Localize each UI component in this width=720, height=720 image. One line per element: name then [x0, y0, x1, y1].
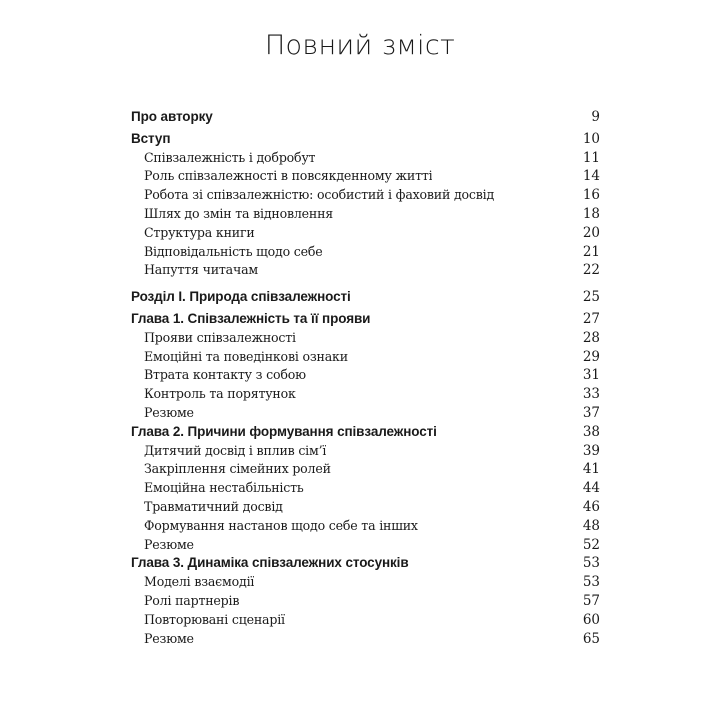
toc-entry-label: Вступ [131, 130, 171, 146]
toc-entry-label: Роль співзалежності в повсякденному житті [144, 168, 433, 184]
toc-subentry-row [131, 611, 600, 630]
toc-page-number: 46 [582, 498, 600, 515]
toc-entry-label: Резюме [144, 404, 194, 420]
toc-page-number: 53 [582, 574, 600, 591]
toc-subentry-row [131, 479, 600, 498]
toc-page-number: 18 [582, 205, 600, 222]
toc-entry-label: Дитячий досвід і вплив сім’ї [144, 442, 327, 458]
toc-entry-label: Моделі взаємодії [144, 574, 255, 590]
toc-entry-label: Втрата контакту з собою [144, 367, 306, 383]
toc-heading-row [131, 310, 600, 329]
toc-page-number: 57 [582, 592, 600, 609]
toc-subentry-row [131, 243, 600, 262]
toc-subentry-row [131, 261, 600, 280]
toc-entry-label: Структура книги [144, 224, 255, 240]
toc-page-number: 53 [582, 555, 600, 572]
toc-page-number: 33 [582, 386, 600, 403]
toc-subentry-row [131, 517, 600, 536]
toc-heading-row [131, 288, 600, 307]
toc-heading-row [131, 130, 600, 149]
toc-page-number: 28 [582, 329, 600, 346]
toc-entry-label: Про авторку [131, 109, 213, 124]
toc-page-number: 41 [582, 461, 600, 478]
toc-page-number: 29 [582, 348, 600, 365]
toc-entry-label: Емоційні та поведінкові ознаки [144, 348, 348, 364]
toc-subentry-row [131, 385, 600, 404]
toc-page-number: 52 [582, 536, 600, 553]
toc-page-number: 11 [582, 149, 600, 166]
toc-subentry-row [131, 366, 600, 385]
toc-entry-label: Відповідальність щодо себе [144, 243, 323, 259]
toc-subentry-row [131, 592, 600, 611]
toc-subentry-row [131, 573, 600, 592]
toc-subentry-row [131, 186, 600, 205]
toc-page-number: 9 [591, 109, 600, 125]
toc-subentry-row [131, 460, 600, 479]
toc-entry-label: Робота зі співзалежністю: особистий і фаховий досвід [144, 187, 495, 203]
page-title: Повний зміст [264, 30, 456, 61]
toc-entry-label: Травматичний досвід [144, 498, 283, 514]
toc-page-number: 22 [582, 262, 600, 279]
toc-heading-row [131, 554, 600, 573]
toc-page-number: 21 [582, 243, 600, 260]
toc-entry-label: Глава 1. Співзалежність та її прояви [131, 310, 371, 326]
toc-page-number: 39 [582, 442, 600, 459]
toc-entry-label: Глава 3. Динаміка співзалежних стосунків [131, 555, 409, 571]
toc-page-number: 38 [582, 423, 600, 440]
toc-subentry-row [131, 630, 600, 649]
toc-page-number: 48 [582, 517, 600, 534]
toc-entry-label: Розділ І. Природа співзалежності [131, 289, 351, 305]
toc-entry-label: Шлях до змін та відновлення [144, 205, 334, 221]
toc-entry-label: Резюме [144, 536, 194, 552]
toc-page-number: 31 [582, 367, 600, 384]
toc-page-number: 65 [582, 630, 600, 647]
toc-page-number: 25 [582, 289, 600, 306]
toc-heading-row [131, 108, 600, 127]
toc-entry-label: Прояви співзалежності [144, 329, 296, 345]
toc-entry-label: Глава 2. Причини формування співзалежності [131, 423, 437, 439]
toc-subentry-row [131, 149, 600, 168]
toc-page-number: 14 [582, 168, 600, 185]
toc-page-number: 16 [582, 187, 600, 204]
toc-entry-label: Співзалежність і добробут [144, 149, 316, 165]
toc-entry-label: Емоційна нестабільність [144, 480, 304, 496]
toc-page-number: 10 [582, 130, 600, 147]
toc-subentry-row [131, 536, 600, 555]
toc-subentry-row [131, 404, 600, 423]
toc-entry-label: Повторювані сценарії [144, 611, 285, 627]
table-of-contents [131, 108, 600, 648]
toc-entry-label: Резюме [144, 630, 194, 646]
toc-page-number: 37 [582, 404, 600, 421]
toc-heading-row [131, 423, 600, 442]
toc-entry-label: Формування настанов щодо себе та інших [144, 517, 418, 533]
toc-entry-label: Контроль та порятунок [144, 386, 296, 402]
toc-subentry-row [131, 442, 600, 461]
toc-page-number: 60 [582, 611, 600, 628]
toc-subentry-row [131, 167, 600, 186]
toc-subentry-row [131, 205, 600, 224]
toc-entry-label: Закріплення сімейних ролей [144, 461, 331, 477]
toc-entry-label: Напуття читачам [144, 262, 259, 278]
toc-page-number: 27 [582, 310, 600, 327]
toc-entry-label: Ролі партнерів [144, 592, 240, 608]
toc-subentry-row [131, 348, 600, 367]
toc-page-number: 44 [582, 480, 600, 497]
toc-subentry-row [131, 498, 600, 517]
toc-subentry-row [131, 224, 600, 243]
toc-page-number: 20 [582, 224, 600, 241]
toc-subentry-row [131, 329, 600, 348]
